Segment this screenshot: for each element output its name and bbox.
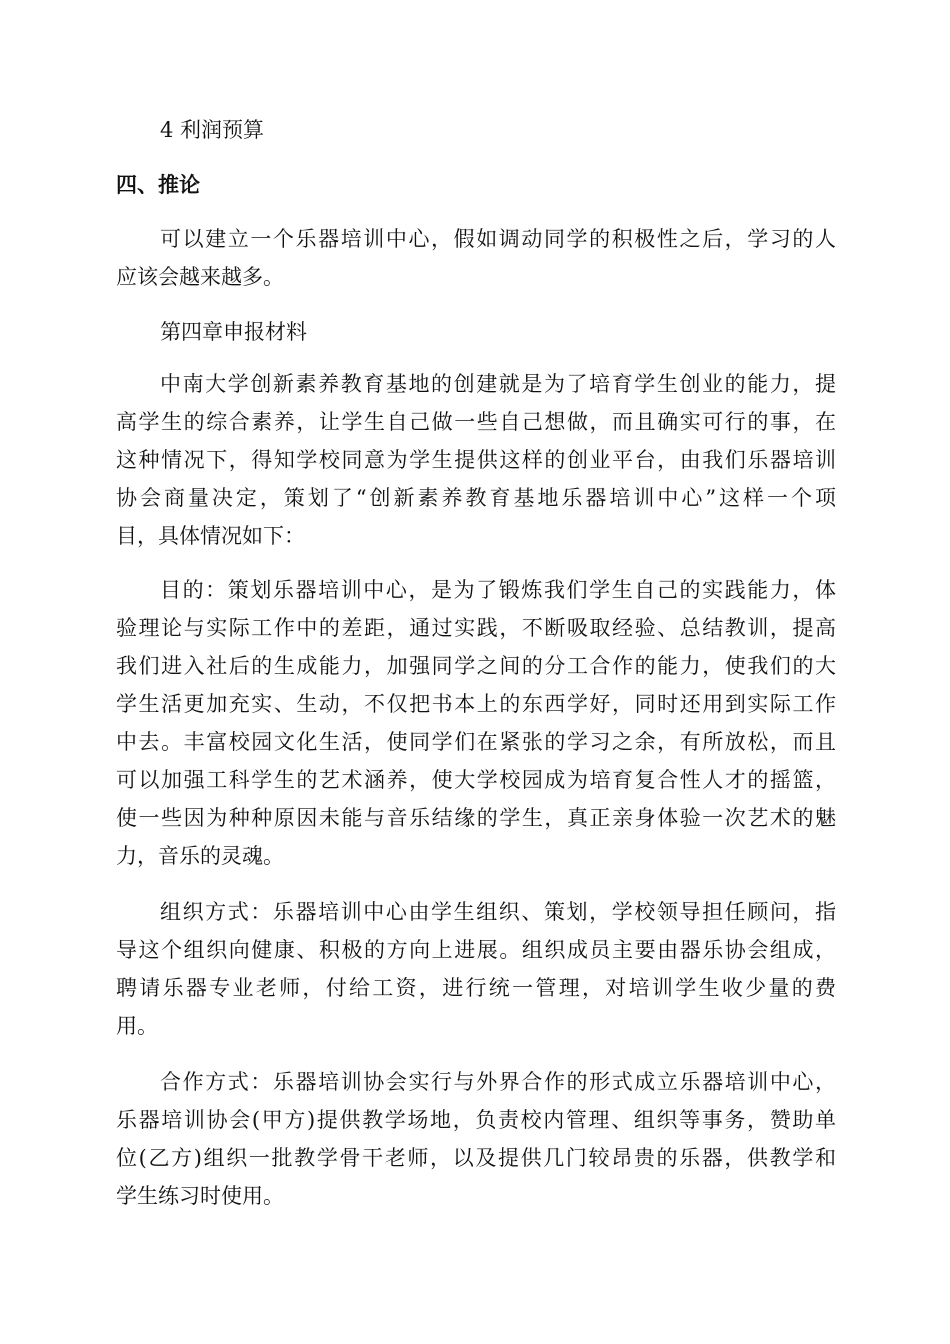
paragraph-line: 这种情况下，得知学校同意为学生提供这样的创业平台，由我们乐器培训 <box>116 448 836 472</box>
paragraph-line: 可以加强工科学生的艺术涵养，使大学校园成为培育复合性人才的摇篮， <box>116 768 836 792</box>
cooperation-paragraph <box>116 1063 836 1215</box>
paragraph-line: 应该会越来越多。 <box>116 265 284 289</box>
paragraph-line: 乐器培训协会(甲方)提供教学场地，负责校内管理、组织等事务，赞助单 <box>116 1108 836 1132</box>
paragraph-line: 合作方式：乐器培训协会实行与外界合作的形式成立乐器培训中心， <box>160 1070 836 1094</box>
paragraph-line: 力，音乐的灵魂。 <box>116 844 284 868</box>
subitem-text: 4 利润预算 <box>160 118 265 142</box>
paragraph-line: 学生活更加充实、生动，不仅把书本上的东西学好，同时还用到实际工作 <box>116 692 836 716</box>
paragraph-line: 验理论与实际工作中的差距，通过实践，不断吸取经验、总结教训，提高 <box>116 616 836 640</box>
paragraph-line: 组织方式：乐器培训中心由学生组织、策划，学校领导担任顾问，指 <box>160 900 836 924</box>
section-heading <box>116 166 836 204</box>
paragraph-line: 中去。丰富校园文化生活，使同学们在紧张的学习之余，有所放松，而且 <box>116 730 836 754</box>
chapter-title-text: 第四章申报材料 <box>160 320 307 344</box>
paragraph-line: 高学生的综合素养，让学生自己做一些自己想做，而且确实可行的事，在 <box>116 410 836 434</box>
purpose-paragraph <box>116 571 836 875</box>
paragraph-line: 可以建立一个乐器培训中心，假如调动同学的积极性之后，学习的人 <box>160 227 836 251</box>
budget-subitem <box>116 111 836 149</box>
paragraph-line: 中南大学创新素养教育基地的创建就是为了培育学生创业的能力，提 <box>160 372 836 396</box>
paragraph-line: 用。 <box>116 1014 158 1038</box>
paragraph-line: 导这个组织向健康、积极的方向上进展。组织成员主要由器乐协会组成， <box>116 938 836 962</box>
paragraph-line: 位(乙方)组织一批教学骨干老师，以及提供几门较昂贵的乐器，供教学和 <box>116 1146 836 1170</box>
paragraph-line: 目的：策划乐器培训中心，是为了锻炼我们学生自己的实践能力，体 <box>160 578 836 602</box>
paragraph-line: 使一些因为种种原因未能与音乐结缘的学生，真正亲身体验一次艺术的魅 <box>116 806 836 830</box>
organization-paragraph <box>116 893 836 1045</box>
chapter-title <box>116 313 836 351</box>
paragraph-line: 学生练习时使用。 <box>116 1184 284 1208</box>
conclusion-paragraph <box>116 220 836 296</box>
paragraph-line: 目，具体情况如下： <box>116 524 305 548</box>
paragraph-line: 我们进入社后的生成能力，加强同学之间的分工合作的能力，使我们的大 <box>116 654 836 678</box>
section-heading-text: 四、推论 <box>116 173 200 197</box>
paragraph-line: 协会商量决定，策划了“创新素养教育基地乐器培训中心”这样一个项 <box>116 486 836 510</box>
intro-paragraph <box>116 365 836 555</box>
paragraph-line: 聘请乐器专业老师，付给工资，进行统一管理，对培训学生收少量的费 <box>116 976 836 1000</box>
